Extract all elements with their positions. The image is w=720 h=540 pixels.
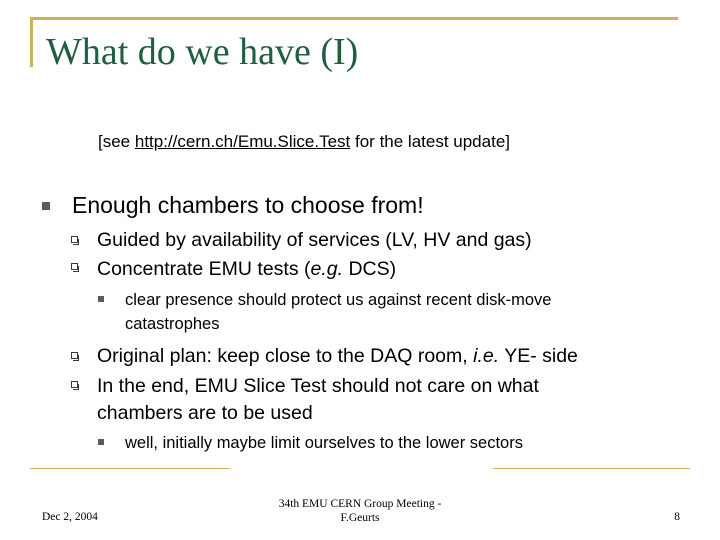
update-note [98,131,510,153]
clear-presence-line1: clear presence should protect us against recent disk-move [125,291,552,309]
concentrate-prefix: Concentrate EMU tests ( [97,258,311,280]
sub-sub-bullet-icon [98,439,104,445]
sub-bullet-services: Guided by availability of services (LV, HV and gas) [97,229,532,251]
clear-presence-line2: catastrophes [125,315,220,333]
sub-sub-bullet-lower-sectors: well, initially maybe limit ourselves to the lower sectors [125,434,523,452]
sub-bullet-concentrate [97,256,396,283]
sub-bullet-original-plan [97,343,578,370]
footer-meeting-line1: 34th EMU CERN Group Meeting - [278,498,442,510]
footer-rule-left [30,468,230,469]
bullet-enough-chambers: Enough chambers to choose from! [72,192,424,218]
plan-prefix: Original plan: keep close to the DAQ room, [97,345,474,367]
footer-date: Dec 2, 2004 [42,511,98,523]
sub-bullet-icon [71,236,78,243]
title-rule-top [30,17,678,20]
sub-bullet-icon [71,381,78,388]
note-prefix: [see [98,132,135,151]
sub-bullet-icon [71,263,78,270]
sub-sub-bullet-clear-presence [125,288,551,336]
sub-bullet-in-the-end [97,373,539,427]
in-the-end-line2: chambers are to be used [97,402,313,424]
footer-rule-right [493,468,690,469]
title-rule-left [30,17,33,67]
concentrate-eg: e.g. [310,258,344,280]
slice-test-link[interactable]: http://cern.ch/Emu.Slice.Test [134,132,351,151]
footer-page-number: 8 [674,511,680,523]
in-the-end-line1: In the end, EMU Slice Test should not care on what [97,375,539,397]
concentrate-suffix: DCS) [343,258,397,280]
sub-sub-bullet-icon [98,296,104,302]
bullet-square-icon [42,202,50,210]
sub-bullet-icon [71,352,78,359]
plan-suffix: YE- side [499,345,578,367]
note-suffix: for the latest update] [350,132,510,151]
footer-meeting [250,497,470,525]
footer-meeting-line2: F.Geurts [340,512,380,524]
plan-ie: i.e. [473,345,500,367]
slide-title: What do we have (I) [46,31,359,73]
